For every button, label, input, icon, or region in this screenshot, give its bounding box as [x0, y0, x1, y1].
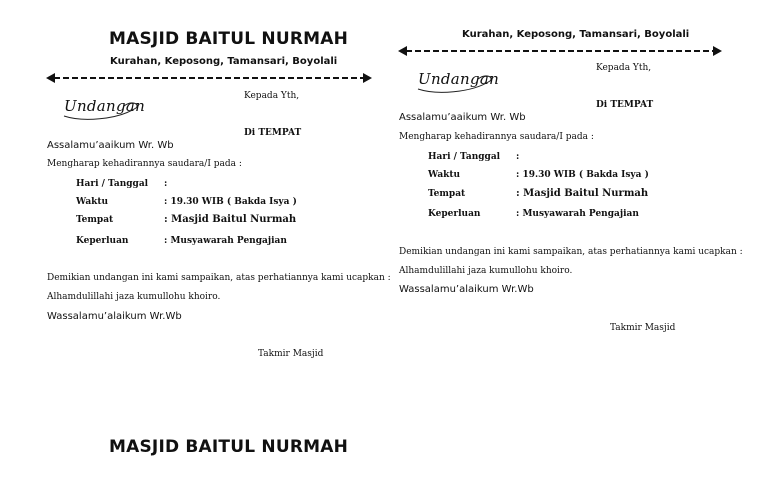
right-detail-value: : Musyawarah Pengajian [516, 209, 639, 219]
right-logo-text: Undangan [418, 70, 500, 88]
right-detail-value: : Masjid Baitul Nurmah [516, 188, 649, 199]
right-detail-value: : 19.30 WIB ( Bakda Isya ) [516, 170, 649, 180]
right-closing-line-1: Demikian undangan ini kami sampaikan, atas perhatiannya kami ucapkan : [399, 247, 743, 257]
left-detail-value: : 19.30 WIB ( Bakda Isya ) [164, 197, 297, 207]
right-address: Kurahan, Keposong, Tamansari, Boyolali [462, 29, 690, 40]
right-detail-value: : [516, 152, 520, 162]
left-signature: Takmir Masjid [258, 349, 324, 359]
left-closing-line-2: Alhamdulillahi jaza kumullohu khoiro. [47, 292, 221, 302]
left-arrow-divider [46, 71, 372, 85]
right-greeting: Assalamu’aaikum Wr. Wb [399, 112, 526, 123]
left-closing-line-1: Demikian undangan ini kami sampaikan, atas perhatiannya kami ucapkan : [47, 273, 391, 283]
right-closing-line-2: Alhamdulillahi jaza kumullohu khoiro. [399, 266, 573, 276]
left-detail-label: Tempat [76, 215, 114, 225]
right-detail-label: Hari / Tanggal [428, 152, 501, 162]
left-logo-text: Undangan [64, 97, 146, 115]
left-detail-value: : [164, 179, 168, 189]
left-intro: Mengharap kehadirannya saudara/I pada : [47, 159, 242, 169]
left-detail-label: Hari / Tanggal [76, 179, 149, 189]
right-recipient: Kepada Yth, [596, 63, 652, 73]
left-detail-value: : Musyawarah Pengajian [164, 236, 287, 246]
right-detail-label: Tempat [428, 189, 466, 199]
left-mosque-title: MASJID BAITUL NURMAH [109, 29, 349, 49]
left-recipient: Kepada Yth, [244, 91, 300, 101]
left-detail-label: Waktu [76, 197, 109, 207]
right-farewell: Wassalamu’alaikum Wr.Wb [399, 284, 534, 295]
right-detail-label: Waktu [428, 170, 461, 180]
bottom-mosque-title: MASJID BAITUL NURMAH [109, 437, 349, 457]
right-intro: Mengharap kehadirannya saudara/I pada : [399, 132, 594, 142]
left-address: Kurahan, Keposong, Tamansari, Boyolali [110, 56, 338, 67]
left-detail-label: Keperluan [76, 236, 129, 246]
left-greeting: Assalamu’aaikum Wr. Wb [47, 140, 174, 151]
left-detail-value: : Masjid Baitul Nurmah [164, 214, 297, 225]
right-undangan-logo [416, 69, 500, 95]
right-detail-label: Keperluan [428, 209, 481, 219]
left-farewell: Wassalamu’alaikum Wr.Wb [47, 311, 182, 322]
left-place: Di TEMPAT [244, 128, 302, 138]
right-signature: Takmir Masjid [610, 323, 676, 333]
right-place: Di TEMPAT [596, 100, 654, 110]
left-undangan-logo [62, 96, 146, 122]
right-arrow-divider [398, 44, 722, 58]
